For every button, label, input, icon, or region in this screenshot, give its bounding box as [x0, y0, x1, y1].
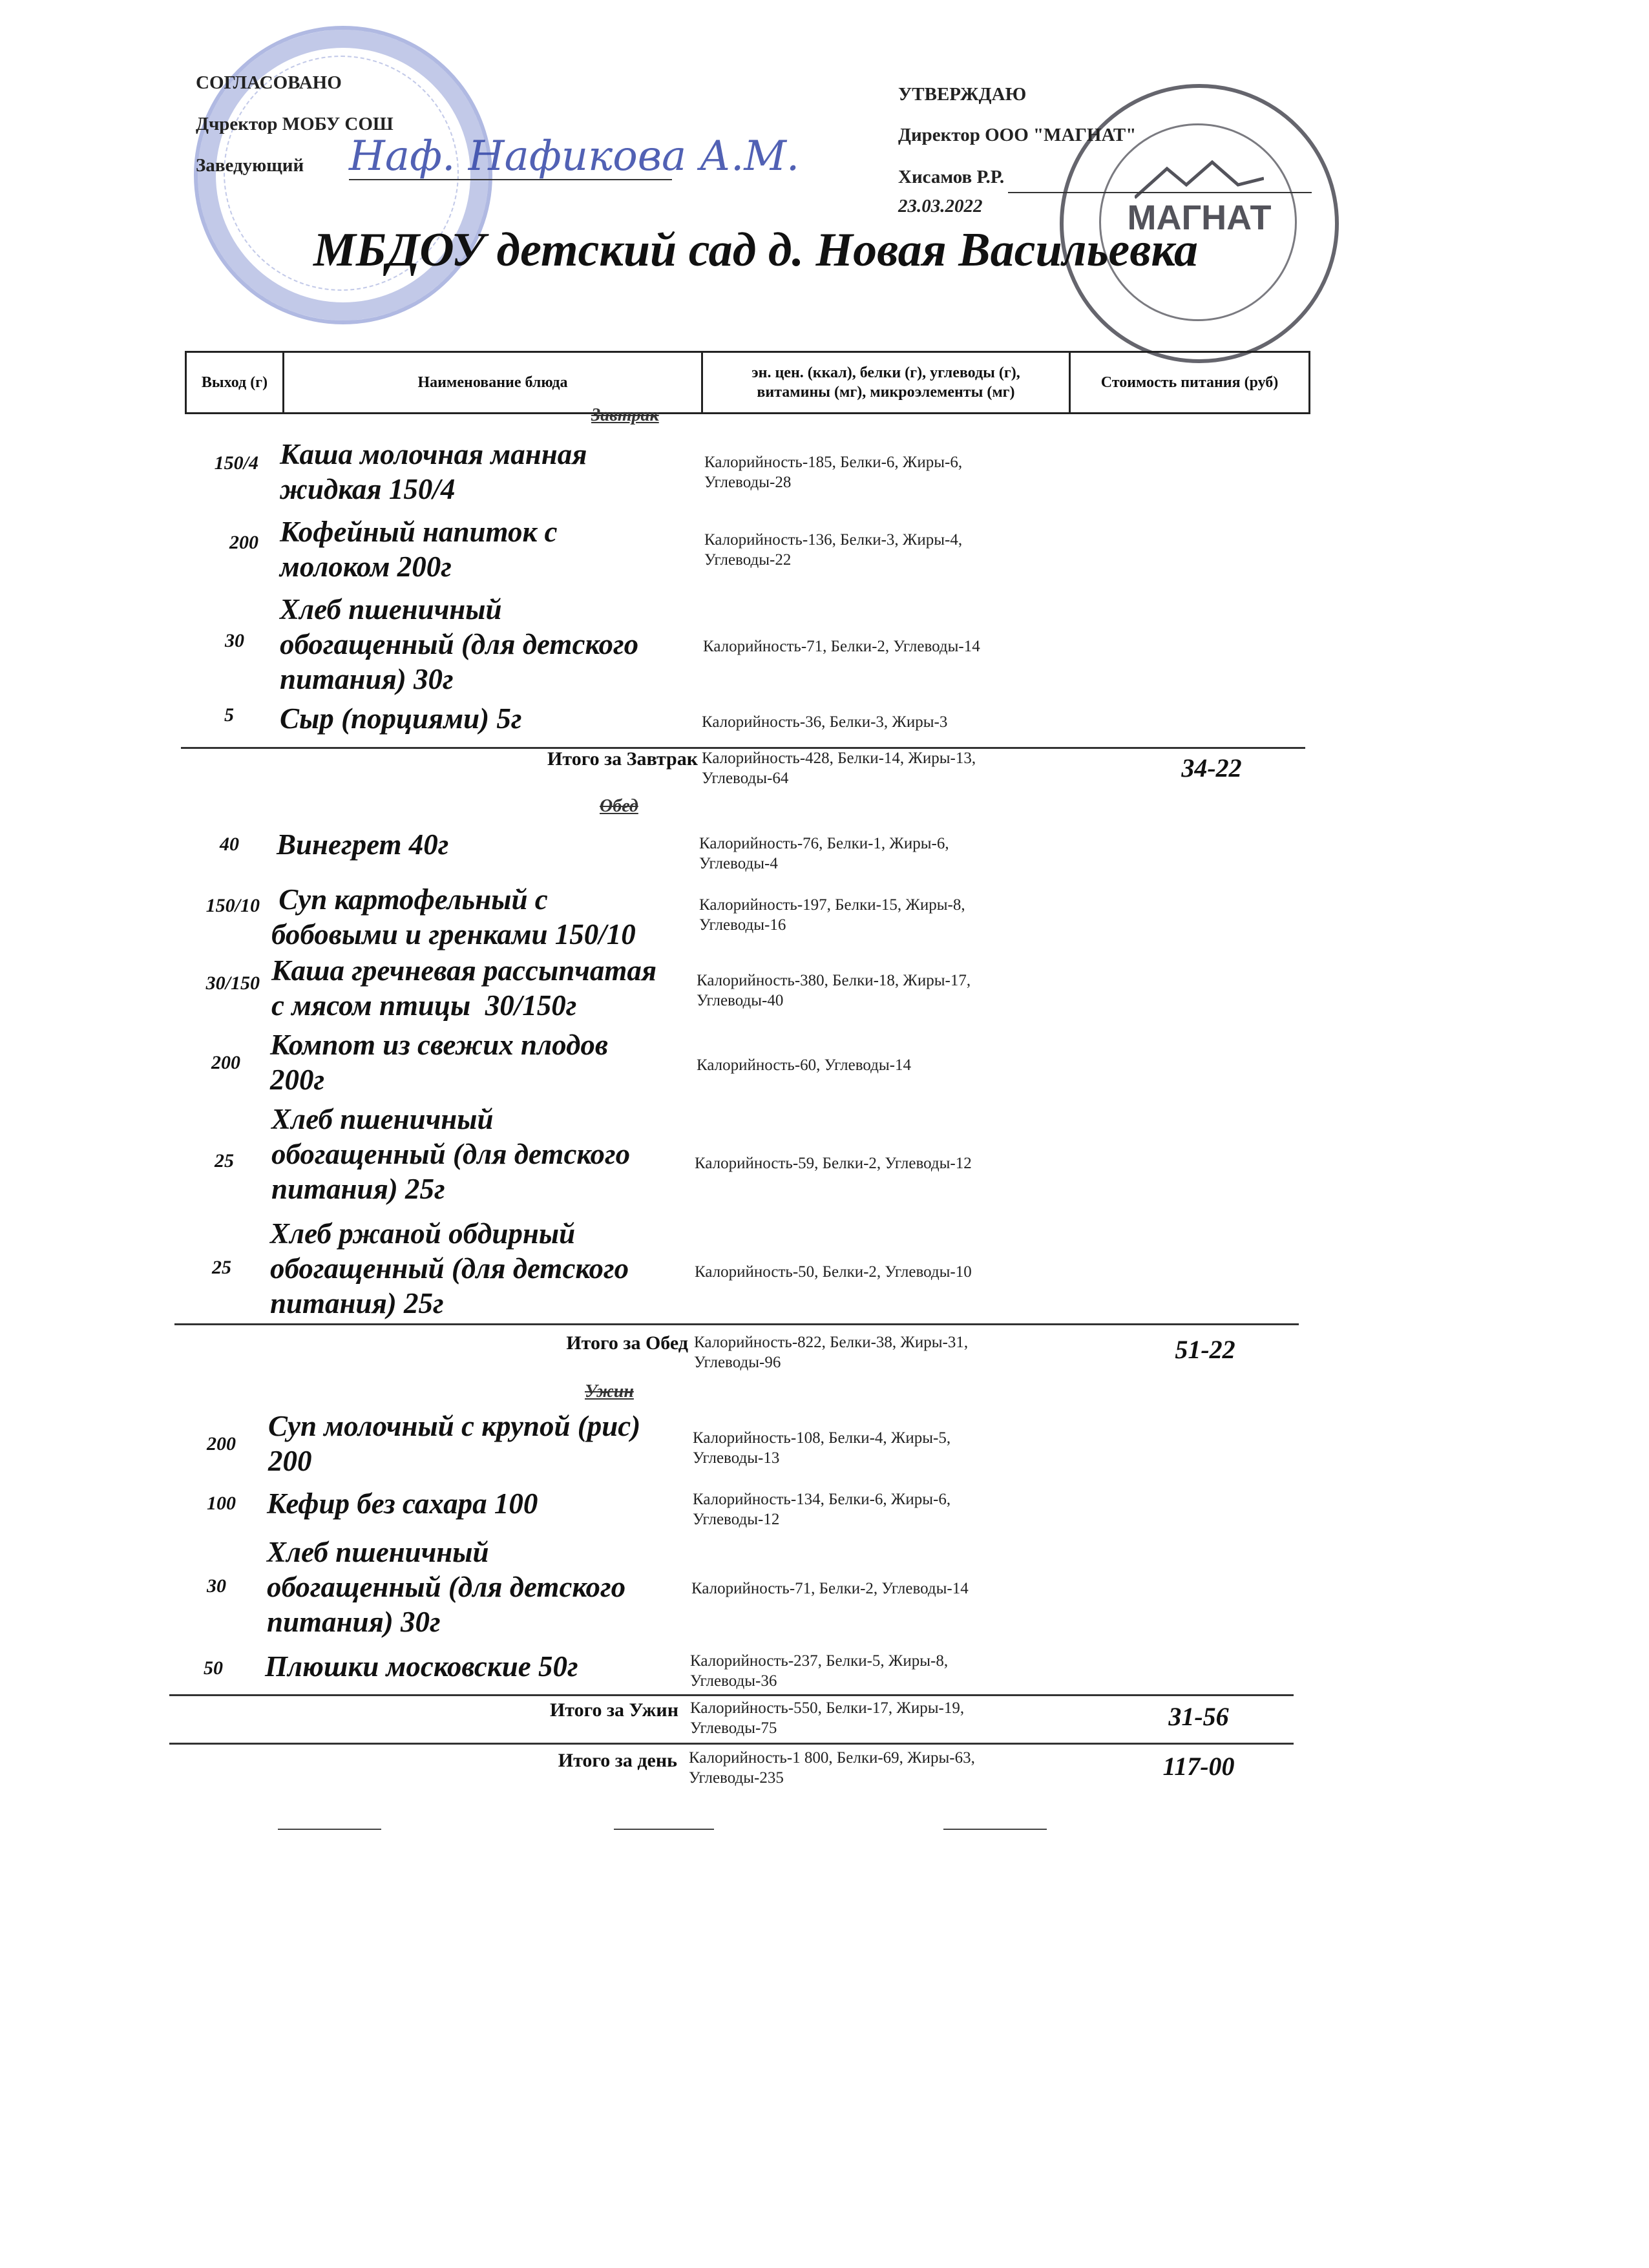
stamp-label: МАГНАТ	[1127, 198, 1272, 237]
section-title-lunch: Обед	[600, 796, 638, 816]
total-label: Итого за Обед	[566, 1332, 688, 1354]
right-director-label: Директор ООО "МАГНАТ"	[898, 125, 1137, 145]
row-output: 100	[207, 1493, 236, 1514]
row-output: 40	[220, 834, 239, 855]
total-nutrition: Калорийность-550, Белки-17, Жиры-19, Углеводы-75	[690, 1699, 965, 1737]
row-nutrition: Калорийность-59, Белки-2, Углеводы-12	[695, 1155, 972, 1172]
lunch-total-divider	[174, 1323, 1299, 1325]
row-output: 150/4	[214, 452, 258, 474]
col-nutrition-line2: витамины (мг), микроэлементы (мг)	[757, 384, 1015, 401]
total-cost: 34-22	[1181, 753, 1242, 782]
row-output: 30	[207, 1575, 226, 1597]
total-cost: 31-56	[1168, 1702, 1229, 1731]
row-dish-name: Кофейный напиток с молоком 200г	[280, 516, 558, 583]
approval-signature-line	[1008, 192, 1312, 193]
row-dish-name: Компот из свежих плодов 200г	[270, 1029, 608, 1096]
row-dish-name: Суп молочный с крупой (рис) 200	[268, 1410, 641, 1477]
total-nutrition: Калорийность-428, Белки-14, Жиры-13, Углеводы-64	[702, 750, 976, 787]
col-nutrition	[703, 353, 1071, 412]
row-dish-name: Кефир без сахара 100	[267, 1487, 538, 1520]
row-nutrition: Калорийность-108, Белки-4, Жиры-5, Углеводы-13	[693, 1429, 951, 1467]
footer-signature-line	[278, 1829, 381, 1830]
row-nutrition: Калорийность-197, Белки-15, Жиры-8, Углеводы-16	[699, 896, 965, 934]
row-output: 30/150	[205, 972, 260, 994]
row-nutrition: Калорийность-237, Белки-5, Жиры-8, Углеводы-36	[690, 1652, 949, 1690]
section-title-breakfast: Завтрак	[591, 405, 659, 425]
row-output: 5	[224, 704, 234, 726]
day-total-cost: 117-00	[1162, 1752, 1235, 1781]
total-cost: 51-22	[1175, 1335, 1235, 1364]
row-output: 50	[204, 1657, 223, 1679]
row-nutrition: Калорийность-71, Белки-2, Углеводы-14	[703, 638, 980, 655]
row-nutrition: Калорийность-76, Белки-1, Жиры-6, Углеводы-4	[699, 835, 949, 872]
row-dish-name: Хлеб пшеничный обогащенный (для детского питания) 25г	[271, 1103, 631, 1205]
col-output: Выход (г)	[187, 353, 284, 412]
footer-signature-line	[614, 1829, 714, 1830]
approval-date: 23.03.2022	[898, 196, 983, 216]
footer-signature-line	[943, 1829, 1047, 1830]
approved-label: УТВЕРЖДАЮ	[898, 84, 1027, 105]
row-dish-name: Каша гречневая рассыпчатая с мясом птицы 30/150г	[271, 954, 657, 1022]
agreed-label: СОГЛАСОВАНО	[196, 72, 342, 93]
col-cost: Стоимость питания (руб)	[1100, 374, 1279, 391]
row-output: 25	[212, 1257, 231, 1278]
head-label: Заведующий	[196, 155, 304, 176]
day-total-label: Итого за день	[558, 1750, 677, 1771]
row-nutrition: Калорийность-71, Белки-2, Углеводы-14	[691, 1580, 969, 1597]
total-nutrition: Калорийность-822, Белки-38, Жиры-31, Углеводы-96	[694, 1334, 969, 1371]
row-output: 150/10	[205, 895, 260, 916]
total-label: Итого за Завтрак	[547, 748, 698, 770]
approver-name: Хисамов Р.Р.	[898, 167, 1005, 187]
handwritten-signature: Наф. Нафикова А.М.	[349, 132, 800, 180]
row-dish-name: Сыр (порциями) 5г	[280, 702, 522, 735]
row-output: 25	[215, 1150, 234, 1171]
row-nutrition: Калорийность-380, Белки-18, Жиры-17, Углеводы-40	[697, 972, 971, 1009]
row-nutrition: Калорийность-50, Белки-2, Углеводы-10	[695, 1263, 972, 1281]
section-title-dinner: Ужин	[585, 1381, 634, 1402]
row-output: 200	[229, 532, 258, 553]
row-output: 200	[207, 1433, 236, 1454]
row-nutrition: Калорийность-134, Белки-6, Жиры-6, Углеводы-12	[693, 1491, 951, 1528]
total-label: Итого за Ужин	[549, 1699, 678, 1721]
row-nutrition: Калорийность-60, Углеводы-14	[697, 1056, 911, 1074]
left-director-label: Дчректор МОБУ СОШ	[196, 114, 394, 134]
row-output: 200	[211, 1052, 240, 1073]
row-output: 30	[225, 630, 244, 651]
row-nutrition: Калорийность-36, Белки-3, Жиры-3	[702, 713, 948, 731]
row-nutrition: Калорийность-136, Белки-3, Жиры-4, Углеводы-22	[704, 531, 963, 569]
row-dish-name: Каша молочная манная жидкая 150/4	[280, 438, 587, 505]
row-dish-name: Винегрет 40г	[277, 828, 449, 861]
row-nutrition: Калорийность-185, Белки-6, Жиры-6, Углеводы-28	[704, 454, 963, 491]
dinner-total-divider	[169, 1694, 1294, 1696]
row-dish-name: Плюшки московские 50г	[265, 1650, 578, 1683]
row-dish-name: Хлеб пшеничный обогащенный (для детского питания) 30г	[280, 593, 639, 695]
row-dish-name: Хлеб ржаной обдирный обогащенный (для детского питания) 25г	[270, 1217, 629, 1319]
table-header	[185, 351, 1310, 414]
page-title: МБДОУ детский сад д. Новая Васильевка	[313, 224, 1198, 277]
row-dish-name: Хлеб пшеничный обогащенный (для детского питания) 30г	[267, 1536, 626, 1638]
day-total-nutrition: Калорийность-1 800, Белки-69, Жиры-63, Углеводы-235	[689, 1749, 975, 1787]
day-total-divider	[169, 1743, 1294, 1745]
col-dish-name: Наименование блюда	[284, 353, 703, 412]
row-dish-name: Суп картофельный с бобовыми и гренками 150/10	[271, 883, 636, 950]
col-nutrition-line1: эн. цен. (ккал), белки (г), углеводы (г),	[751, 364, 1020, 381]
